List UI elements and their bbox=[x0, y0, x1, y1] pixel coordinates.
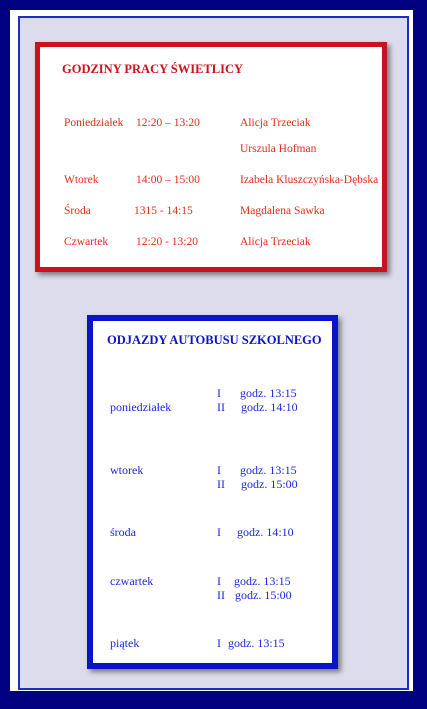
bus-run-number: II bbox=[217, 588, 225, 602]
bus-run-number: II bbox=[217, 477, 225, 491]
bus-run-time: godz. 15:00 bbox=[235, 588, 292, 602]
schedule-time: 1315 - 14:15 bbox=[134, 205, 193, 217]
bus-day: wtorek bbox=[110, 463, 144, 477]
schedule-day: Czwartek bbox=[64, 236, 109, 248]
bus-run-time: godz. 13:15 bbox=[240, 386, 297, 400]
schedule-title: GODZINY PRACY ŚWIETLICY bbox=[62, 62, 244, 76]
bus-day: środa bbox=[110, 525, 136, 539]
bus-card bbox=[87, 315, 338, 669]
schedule-day: Poniedziałek bbox=[64, 117, 124, 129]
schedule-teacher: Urszula Hofman bbox=[240, 143, 317, 155]
schedule-day: Środa bbox=[64, 205, 91, 217]
bus-run-time: godz. 13:15 bbox=[234, 574, 291, 588]
bus-day: poniedziałek bbox=[110, 400, 172, 414]
bus-day: czwartek bbox=[110, 574, 154, 588]
bus-run-time: godz. 15:00 bbox=[241, 477, 298, 491]
bus-run-number: I bbox=[217, 463, 221, 477]
bus-run-time: godz. 13:15 bbox=[240, 463, 297, 477]
schedule-time: 12:20 – 13:20 bbox=[136, 117, 200, 129]
schedule-day: Wtorek bbox=[64, 174, 99, 186]
schedule-time: 14:00 – 15:00 bbox=[136, 174, 200, 186]
schedule-teacher: Alicja Trzeciak bbox=[240, 117, 311, 129]
schedule-teacher: Magdalena Sawka bbox=[240, 205, 325, 217]
bus-day: piątek bbox=[110, 636, 140, 650]
bus-run-number: II bbox=[217, 400, 225, 414]
bus-title: ODJAZDY AUTOBUSU SZKOLNEGO bbox=[107, 333, 322, 347]
schedule-teacher: Izabela Kluszczyńska-Dębska bbox=[240, 174, 379, 186]
schedule-teacher: Alicja Trzeciak bbox=[240, 236, 311, 248]
bus-run-number: I bbox=[217, 574, 221, 588]
bus-run-number: I bbox=[217, 386, 221, 400]
bus-run-number: I bbox=[217, 525, 221, 539]
bus-run-time: godz. 14:10 bbox=[237, 525, 294, 539]
bus-run-number: I bbox=[217, 636, 221, 650]
schedule-time: 12:20 - 13:20 bbox=[136, 236, 198, 248]
schedule-card bbox=[35, 42, 387, 272]
bus-run-time: godz. 14:10 bbox=[241, 400, 298, 414]
bus-run-time: godz. 13:15 bbox=[228, 636, 285, 650]
